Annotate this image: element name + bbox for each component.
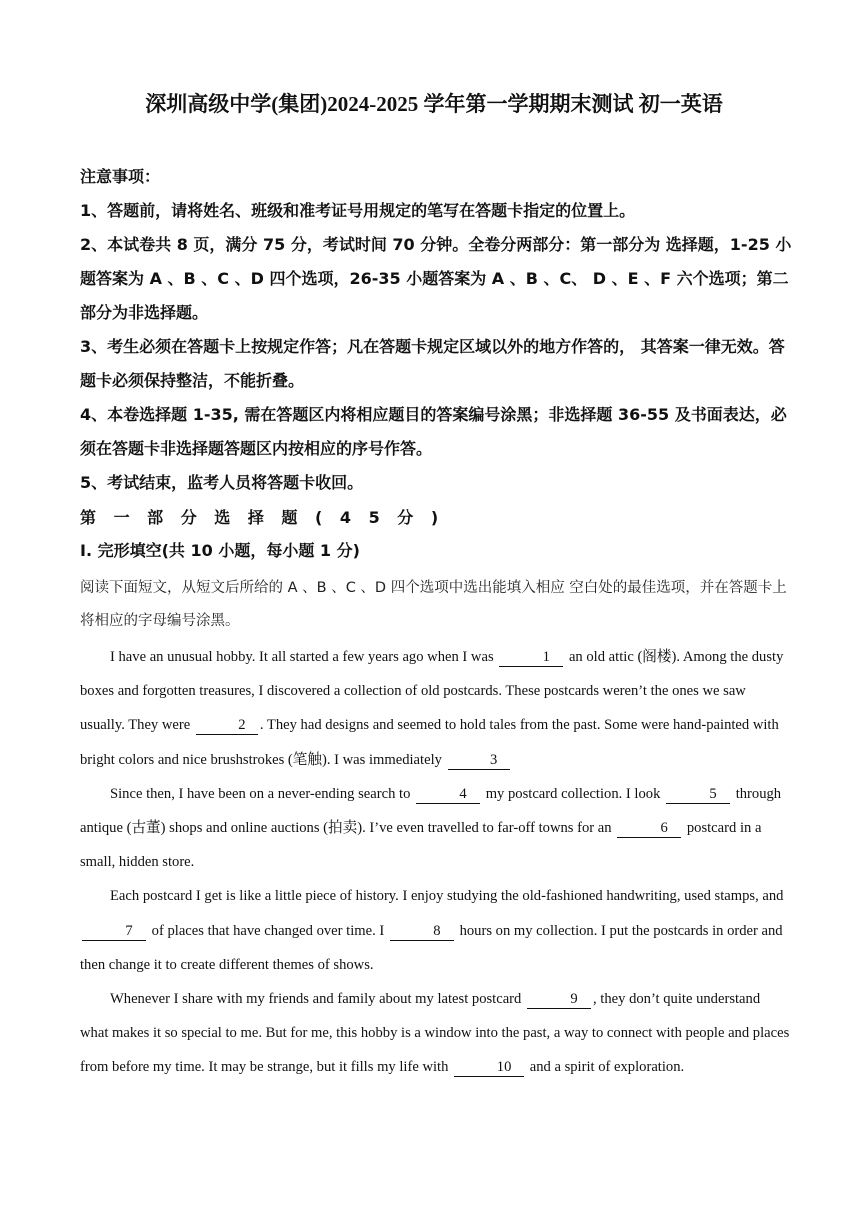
cloze-blank-6: 6: [617, 819, 681, 838]
passage-text: Whenever I share with my friends and family about my latest postcard: [110, 991, 522, 1008]
passage-paragraph: [80, 777, 792, 880]
cloze-blank-9: 9: [527, 990, 591, 1009]
passage-text: an old attic (阁楼). Among the dusty boxes and forgotten treasures, I discovered a collection of old postcards. These postcards weren’t the ones we saw usually. They were: [80, 649, 784, 734]
passage-text: through antique (古董) shops and online auctions (拍卖). I’ve even travelled to far-off towns for an: [80, 785, 782, 837]
passage-text: Each postcard I get is like a little piece of history. I enjoy studying the old-fashioned handwriting, used stamps, and: [110, 888, 784, 905]
cloze-blank-10: 10: [454, 1058, 524, 1077]
passage-text: . They had designs and seemed to hold tales from the past. Some were hand-painted with bright colors and nice brushstrokes (笔触). I was immediately: [80, 717, 779, 768]
passage-text: I have an unusual hobby. It all started a few years ago when I was: [110, 649, 494, 665]
passage-text: Since then, I have been on a never-ending search to: [110, 785, 411, 802]
passage-paragraph: [80, 982, 792, 1085]
cloze-heading: I. 完形填空(共 10 小题，每小题 1 分): [80, 541, 360, 560]
instruction-item: 4、本卷选择题 1-35, 需在答题区内将相应题目的答案编号涂黑；非选择题 36-55 及书面表达，必须在答题卡非选择题答题区内按相应的序号作答。: [80, 405, 787, 458]
cloze-blank-4: 4: [416, 785, 480, 804]
cloze-blank-2: 2: [196, 716, 258, 735]
instruction-item: 1、答题前，请将姓名、班级和准考证号用规定的笔写在答题卡指定的位置上。: [80, 201, 636, 220]
passage-text: hours on my collection. I put the postcards in order and then change it to create different themes of shows.: [80, 922, 783, 973]
passage-paragraph: [80, 879, 792, 982]
passage-text: my postcard collection. I look: [485, 785, 661, 802]
instructions-heading: 注意事项：: [80, 167, 161, 186]
instruction-item: 3、考生必须在答题卡上按规定作答；凡在答题卡规定区域以外的地方作答的， 其答案一律无效。答题卡必须保持整洁，不能折叠。: [80, 337, 785, 390]
cloze-blank-1: 1: [499, 648, 563, 667]
part-one-heading: 第 一 部 分 选 择 题 ( 4 5 分 ): [80, 508, 445, 527]
cloze-directions: 阅读下面短文，从短文后所给的 A 、B 、C 、D 四个选项中选出能填入相应 空白处的最佳选项，并在答题卡上将相应的字母编号涂黑。: [80, 580, 787, 629]
passage-text: , they don’t quite understand what makes it so special to me. But for me, this hobby is a window into the past, a way to connect with people and places from before my time. It may be strange, but it fills my life with: [80, 991, 790, 1076]
instruction-item: 5、考试结束，监考人员将答题卡收回。: [80, 473, 364, 492]
exam-title: 深圳高级中学(集团)2024-2025 学年第一学期期末测试 初一英语: [145, 92, 723, 116]
cloze-blank-7: 7: [82, 922, 146, 941]
cloze-blank-3: 3: [448, 751, 510, 770]
instruction-item: 2、本试卷共 8 页，满分 75 分，考试时间 70 分钟。全卷分两部分：第一部分为 选择题，1-25 小题答案为 A 、B 、C 、D 四个选项，26-35 小题答案为 A 、B 、C、 D 、E 、F 六个选项；第二部分为非选择题。: [80, 235, 792, 322]
passage-paragraph: [80, 640, 792, 777]
passage-text: and a spirit of exploration.: [529, 1059, 685, 1076]
cloze-blank-5: 5: [666, 785, 730, 804]
cloze-passage: [80, 640, 792, 1085]
instructions-block: [80, 160, 792, 500]
passage-text: of places that have changed over time. I: [151, 922, 385, 939]
passage-text: postcard in a small, hidden store.: [80, 820, 762, 871]
cloze-blank-8: 8: [390, 922, 454, 941]
